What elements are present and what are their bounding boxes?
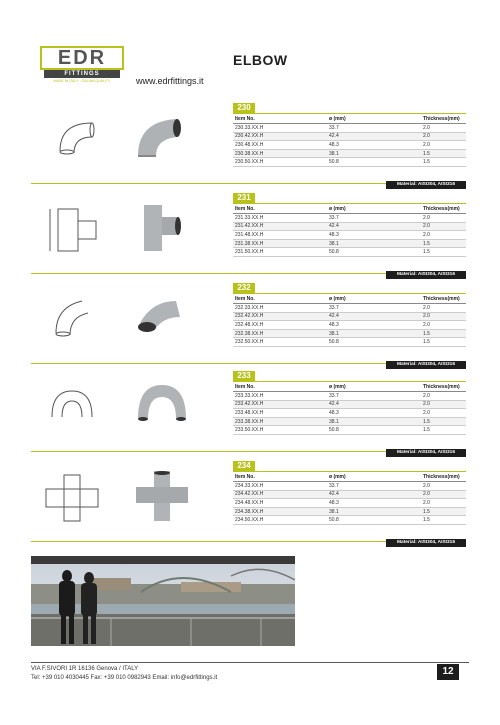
material-badge: Material: AISI304, AISI316 (386, 271, 466, 279)
diameter: 38.1 (327, 507, 421, 516)
diameter: 48.3 (327, 141, 421, 150)
col-thickness: Thickness(mm) (421, 295, 466, 304)
item-no: 232.50.XX.H (233, 338, 327, 347)
table-row (233, 400, 466, 409)
thickness: 1.5 (421, 426, 466, 435)
factory-photo (31, 556, 295, 646)
item-no: 233.33.XX.H (233, 392, 327, 401)
table-row (233, 141, 466, 150)
product-photo-233 (132, 379, 192, 434)
table-header-row (233, 295, 466, 304)
thickness: 2.0 (421, 231, 466, 240)
diameter: 42.4 (327, 490, 421, 499)
material-badge: Material: AISI304, AISI316 (386, 181, 466, 189)
item-no: 230.33.XX.H (233, 124, 327, 133)
section-code-underline (233, 471, 466, 472)
table-row (233, 158, 466, 167)
item-no: 231.33.XX.H (233, 214, 327, 223)
table-row (233, 124, 466, 133)
section-code-231: 231 (233, 193, 255, 203)
item-no: 230.50.XX.H (233, 158, 327, 167)
diameter: 42.4 (327, 222, 421, 231)
diameter: 48.3 (327, 321, 421, 330)
diameter: 48.3 (327, 409, 421, 418)
city-photo-image (31, 556, 295, 646)
table-row (233, 321, 466, 330)
diameter: 50.8 (327, 426, 421, 435)
thickness: 2.0 (421, 482, 466, 491)
table-row (233, 231, 466, 240)
item-no: 232.33.XX.H (233, 304, 327, 313)
col-diameter: ø (mm) (327, 115, 421, 124)
col-diameter: ø (mm) (327, 205, 421, 214)
logo-tagline: MADE IN ITALY · ITALIAN QUALITY (53, 79, 111, 83)
table-header-row (233, 115, 466, 124)
item-no: 233.42.XX.H (233, 400, 327, 409)
table-header-row (233, 205, 466, 214)
col-diameter: ø (mm) (327, 473, 421, 482)
thickness: 2.0 (421, 312, 466, 321)
website-link[interactable]: www.edrfittings.it (136, 76, 204, 86)
spec-table-231 (233, 205, 466, 257)
item-no: 230.38.XX.H (233, 149, 327, 158)
table-row (233, 312, 466, 321)
table-row (233, 248, 466, 257)
col-thickness: Thickness(mm) (421, 115, 466, 124)
diameter: 50.8 (327, 158, 421, 167)
table-row (233, 149, 466, 158)
section-code-underline (233, 113, 466, 114)
product-photo-230 (132, 111, 192, 166)
diameter: 33.7 (327, 214, 421, 223)
spec-table-233 (233, 383, 466, 435)
diameter: 48.3 (327, 231, 421, 240)
diameter: 33.7 (327, 392, 421, 401)
section-divider (31, 183, 386, 184)
thickness: 2.0 (421, 124, 466, 133)
thickness: 2.0 (421, 392, 466, 401)
diameter: 42.4 (327, 400, 421, 409)
table-row (233, 132, 466, 141)
page-title: ELBOW (233, 52, 288, 68)
diameter: 38.1 (327, 239, 421, 248)
diameter: 33.7 (327, 124, 421, 133)
col-diameter: ø (mm) (327, 383, 421, 392)
logo-sub: FITTINGS (44, 70, 120, 78)
product-photo-234 (132, 469, 192, 524)
table-row (233, 417, 466, 426)
section-divider (31, 451, 386, 452)
section-code-233: 233 (233, 371, 255, 381)
diameter: 50.8 (327, 248, 421, 257)
diameter: 42.4 (327, 312, 421, 321)
thickness: 2.0 (421, 141, 466, 150)
item-no: 234.33.XX.H (233, 482, 327, 491)
thickness: 1.5 (421, 507, 466, 516)
item-no: 234.48.XX.H (233, 499, 327, 508)
section-divider (31, 541, 386, 542)
table-row (233, 409, 466, 418)
item-no: 232.48.XX.H (233, 321, 327, 330)
product-photo-232 (132, 291, 192, 346)
thickness: 2.0 (421, 132, 466, 141)
item-no: 230.42.XX.H (233, 132, 327, 141)
item-no: 231.42.XX.H (233, 222, 327, 231)
section-code-230: 230 (233, 103, 255, 113)
item-no: 231.48.XX.H (233, 231, 327, 240)
thickness: 2.0 (421, 490, 466, 499)
item-no: 230.48.XX.H (233, 141, 327, 150)
col-thickness: Thickness(mm) (421, 205, 466, 214)
section-code-234: 234 (233, 461, 255, 471)
thickness: 1.5 (421, 149, 466, 158)
item-no: 232.42.XX.H (233, 312, 327, 321)
table-row (233, 392, 466, 401)
thickness: 1.5 (421, 248, 466, 257)
diameter: 50.8 (327, 516, 421, 525)
technical-drawing-232 (42, 293, 102, 348)
table-header-row (233, 473, 466, 482)
diameter: 48.3 (327, 499, 421, 508)
item-no: 232.38.XX.H (233, 329, 327, 338)
thickness: 2.0 (421, 321, 466, 330)
item-no: 234.42.XX.H (233, 490, 327, 499)
thickness: 2.0 (421, 499, 466, 508)
table-row (233, 516, 466, 525)
item-no: 234.50.XX.H (233, 516, 327, 525)
section-code-underline (233, 293, 466, 294)
thickness: 1.5 (421, 158, 466, 167)
product-photo-231 (132, 201, 192, 256)
diameter: 42.4 (327, 132, 421, 141)
item-no: 231.50.XX.H (233, 248, 327, 257)
item-no: 233.38.XX.H (233, 417, 327, 426)
section-code-underline (233, 381, 466, 382)
item-no: 231.38.XX.H (233, 239, 327, 248)
item-no: 233.50.XX.H (233, 426, 327, 435)
col-item: Item No. (233, 383, 327, 392)
table-row (233, 214, 466, 223)
table-row (233, 426, 466, 435)
table-row (233, 304, 466, 313)
thickness: 1.5 (421, 516, 466, 525)
col-thickness: Thickness(mm) (421, 473, 466, 482)
thickness: 1.5 (421, 329, 466, 338)
col-thickness: Thickness(mm) (421, 383, 466, 392)
table-row (233, 482, 466, 491)
section-code-232: 232 (233, 283, 255, 293)
technical-drawing-230 (42, 113, 102, 168)
footer-divider (31, 662, 469, 663)
thickness: 1.5 (421, 417, 466, 426)
material-badge: Material: AISI304, AISI316 (386, 361, 466, 369)
table-row (233, 329, 466, 338)
col-item: Item No. (233, 295, 327, 304)
diameter: 33.7 (327, 304, 421, 313)
col-diameter: ø (mm) (327, 295, 421, 304)
thickness: 1.5 (421, 338, 466, 347)
logo-text: EDR (40, 46, 124, 70)
spec-table-230 (233, 115, 466, 167)
table-row (233, 490, 466, 499)
table-row (233, 507, 466, 516)
section-code-underline (233, 203, 466, 204)
diameter: 50.8 (327, 338, 421, 347)
technical-drawing-233 (42, 381, 102, 436)
technical-drawing-231 (42, 203, 102, 258)
footer-address: VIA F.SIVORI 1R 16136 Genova / ITALY (31, 666, 139, 672)
col-item: Item No. (233, 115, 327, 124)
thickness: 2.0 (421, 304, 466, 313)
thickness: 2.0 (421, 400, 466, 409)
thickness: 2.0 (421, 222, 466, 231)
thickness: 1.5 (421, 239, 466, 248)
spec-table-232 (233, 295, 466, 347)
col-item: Item No. (233, 473, 327, 482)
thickness: 2.0 (421, 409, 466, 418)
item-no: 233.48.XX.H (233, 409, 327, 418)
technical-drawing-234 (42, 471, 102, 526)
diameter: 33.7 (327, 482, 421, 491)
table-row (233, 222, 466, 231)
edr-logo (40, 46, 124, 84)
material-badge: Material: AISI304, AISI316 (386, 539, 466, 547)
section-divider (31, 273, 386, 274)
table-row (233, 499, 466, 508)
thickness: 2.0 (421, 214, 466, 223)
col-item: Item No. (233, 205, 327, 214)
footer-contacts: Tel: +39 010 4030445 Fax: +39 010 0982943 Email: info@edrfittings.it (31, 675, 218, 681)
spec-table-234 (233, 473, 466, 525)
page-number: 12 (437, 664, 459, 680)
section-divider (31, 363, 386, 364)
diameter: 38.1 (327, 417, 421, 426)
table-header-row (233, 383, 466, 392)
item-no: 234.38.XX.H (233, 507, 327, 516)
material-badge: Material: AISI304, AISI316 (386, 449, 466, 457)
table-row (233, 338, 466, 347)
table-row (233, 239, 466, 248)
diameter: 38.1 (327, 329, 421, 338)
diameter: 38.1 (327, 149, 421, 158)
